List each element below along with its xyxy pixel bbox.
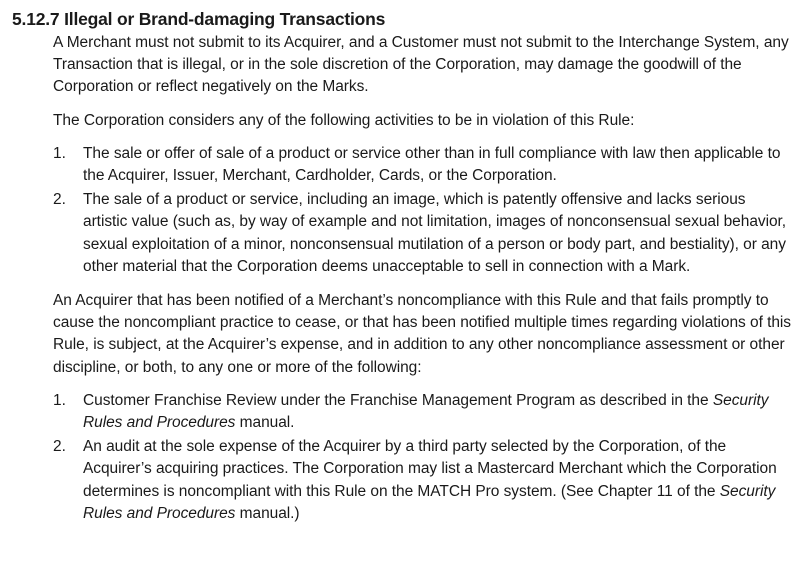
list-item-number: 2. [53, 438, 66, 456]
list-item [53, 189, 794, 278]
list-item-text-after: manual.) [235, 504, 300, 522]
section-body [53, 32, 794, 525]
consequences-intro-paragraph: An Acquirer that has been notified of a Merchant’s noncompliance with this Rule and that fails promptly to cause the noncompliant practice to cease, or that has been notified multiple times regarding violations of this Rule, is subject, at the Acquirer’s expense, and in addition to any other noncompliance assessment or other discipline, or both, to any one or more of the following: [53, 292, 792, 376]
intro-paragraph: A Merchant must not submit to its Acquirer, and a Customer must not submit to the Interchange System, any Transaction that is illegal, or in the sole discretion of the Corporation, may damage the goodwill of the Corporation or reflect negatively on the Marks. [53, 34, 789, 96]
list-item-text: The sale or offer of sale of a product or service other than in full compliance with law then applicable to the Acquirer, Issuer, Merchant, Cardholder, Cards, or the Corporation. [83, 144, 781, 185]
consequences-list [53, 390, 794, 525]
list-item [53, 436, 794, 525]
list-item [53, 390, 794, 434]
list-item-number: 1. [53, 391, 66, 409]
list-item-number: 1. [53, 144, 66, 162]
list-item-text-before: Customer Franchise Review under the Franchise Management Program as described in the [83, 391, 713, 409]
manual-reference: Security Rules and Procedures [83, 391, 769, 432]
list-item-text [83, 390, 794, 434]
list-item-text-before: An audit at the sole expense of the Acquirer by a third party selected by the Corporation, of the Acquirer’s acquiring practices. The Corporation may list a Mastercard Merchant which the Corporation determines is noncompliant with this Rule on the MATCH Pro system. (See Chapter 11 of the [83, 438, 777, 500]
list-item-text: The sale of a product or service, including an image, which is patently offensive and lacks serious artistic value (such as, by way of example and not limitation, images of nonconsensual sexual behavior, sexual exploitation of a minor, nonconsensual mutilation of a person or body part, and bestiality), or any other material that the Corporation deems unacceptable to sell in connection with a Mark. [83, 191, 787, 275]
list-item-text-after: manual. [235, 414, 295, 432]
violations-list [53, 143, 794, 278]
list-item-text [83, 436, 794, 525]
section-title: 5.12.7 Illegal or Brand-damaging Transactions [12, 9, 386, 29]
list-item-number: 2. [53, 191, 66, 209]
manual-reference: Security Rules and Procedures [83, 482, 776, 522]
violations-intro-paragraph: The Corporation considers any of the following activities to be in violation of this Rule: [53, 111, 635, 129]
list-item [53, 143, 794, 187]
